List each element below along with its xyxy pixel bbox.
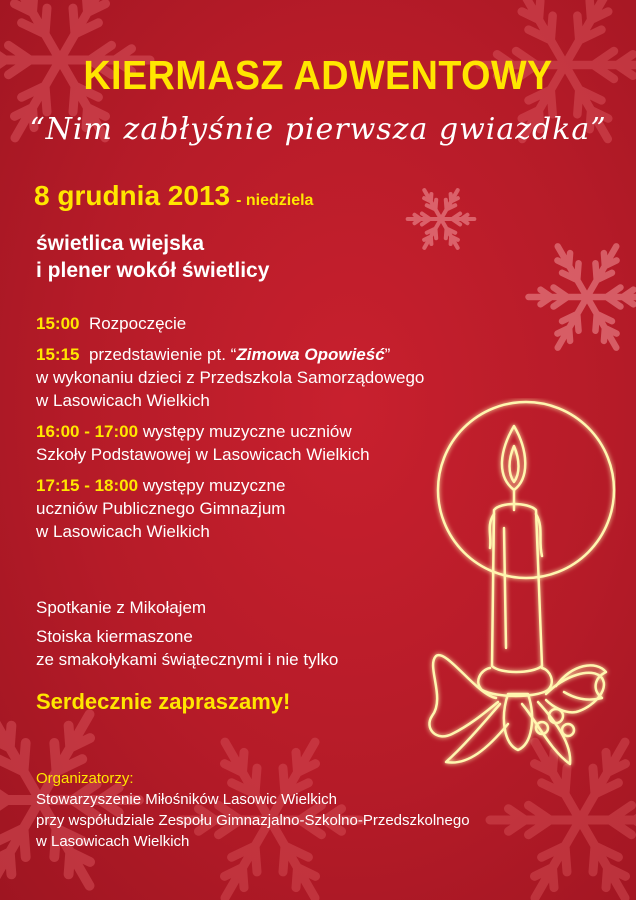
event-date: [34, 180, 313, 212]
venue-line: i plener wokół świetlicy: [36, 259, 270, 282]
poster-title: KIERMASZ ADWENTOWY: [83, 52, 553, 98]
candle-icon: [396, 398, 616, 778]
organizer-line: w Lasowicach Wielkich: [36, 833, 190, 850]
snowflake-icon: [522, 232, 636, 362]
program-item: [36, 312, 424, 335]
organizer-line: Stowarzyszenie Miłośników Lasowic Wielkich: [36, 791, 337, 808]
program-text: w wykonaniu dzieci z Przedszkola Samorządowego: [36, 368, 425, 387]
play-title: Zimowa Opowieść: [236, 345, 385, 364]
snowflake-icon: [404, 182, 478, 256]
program-text: w Lasowicach Wielkich: [36, 391, 210, 410]
program-text: uczniów Publicznego Gimnazjum: [36, 499, 286, 518]
extras: [36, 596, 338, 671]
program-time: 15:00: [36, 314, 80, 333]
program-item: [36, 343, 424, 412]
extra-item: Stoiska kiermaszone: [36, 627, 193, 646]
poster-subtitle: “Nim zabłyśnie pierwsza gwiazdka”: [29, 112, 607, 147]
program-text: w Lasowicach Wielkich: [36, 522, 210, 541]
day-text: - niedziela: [236, 192, 314, 209]
program-text: występy muzyczne: [142, 476, 286, 495]
extra-item: Spotkanie z Mikołajem: [36, 598, 207, 617]
snowflake-shape: [408, 190, 475, 248]
organizer-line: przy współudziale Zespołu Gimnazjalno-Szkolno-Przedszkolnego: [36, 812, 470, 829]
program-time: 15:15: [36, 345, 80, 364]
venue-line: świetlica wiejska: [36, 232, 205, 255]
invitation: Serdecznie zapraszamy!: [36, 689, 291, 714]
venue: [36, 230, 269, 284]
program-list: [36, 312, 424, 551]
program-text: ”: [384, 345, 391, 364]
organizers-label: Organizatorzy:: [36, 770, 134, 787]
program-item: [36, 474, 424, 543]
program-text: przedstawienie pt. “: [88, 345, 237, 364]
date-text: 8 grudnia 2013: [34, 180, 231, 211]
program-time: 17:15 - 18:00: [36, 476, 139, 495]
program-time: 16:00 - 17:00: [36, 422, 139, 441]
program-text: Szkoły Podstawowej w Lasowicach Wielkich: [36, 445, 370, 464]
snowflake-shape: [529, 246, 636, 347]
extra-item: ze smakołykami świątecznymi i nie tylko: [36, 650, 339, 669]
organizers: [36, 768, 470, 852]
program-text: występy muzyczne uczniów: [142, 422, 352, 441]
program-item: [36, 420, 424, 466]
program-text: Rozpoczęcie: [88, 314, 187, 333]
